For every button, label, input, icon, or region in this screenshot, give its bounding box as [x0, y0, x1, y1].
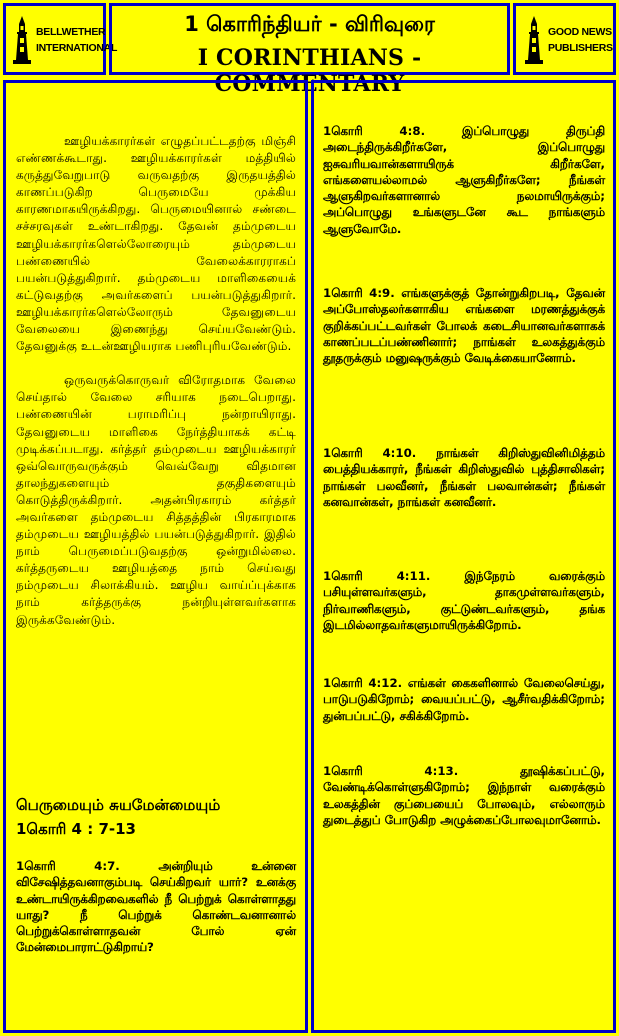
section-reference: 1கொரி 4 : 7-13	[16, 820, 136, 838]
bell-tower-icon	[524, 16, 544, 66]
verse-4-8: 1கொரி 4:8. இப்பொழுது திருப்தி அடைந்திருக்கிறீர்களே, இப்பொழுது ஐசுவரியவான்களாயிருக் கிறீர்களே, எங்களையல்லாமல் ஆளுகிறீர்களே; நீங்கள் ஆளுகிறவர்களானால் நலமாயிருக்கும்; அப்பொழுது உங்களுடனே கூட நாங்களும் ஆளுவோமே.	[323, 124, 605, 236]
bell-tower-icon	[12, 16, 32, 66]
verse-4-13: 1கொரி 4:13. தூஷிக்கப்பட்டு, வேண்டிக்கொள்ளுகிறோம்; இந்நாள் வரைக்கும் உலகத்தின் குப்பையைப் போலவும், எல்லாரும் துடைத்துப் போடுகிற அழுக்கைப்போலவுமானோம்.	[323, 764, 605, 827]
verse-4-9: 1கொரி 4:9. எங்களுக்குத் தோன்றுகிறபடி, தேவன் அப்போஸ்தலர்களாகிய எங்களை மரணத்துக்குக் குறிக்கப்பட்டவர்கள் போலக் கடைசியானவர்களாகக் காணப்படப்பண்ணினார்; நாங்கள் உலகத்துக்கும் தூதருக்கும் மனுஷருக்கும் வேடிக்கையானோம்.	[323, 286, 605, 366]
left-column	[3, 80, 308, 1033]
logo-left-line1: BELLWETHER	[36, 26, 106, 38]
commentary-paragraph-2: ஒருவருக்கொருவர் விரோதமாக வேலை செய்தால் வேலை சரியாக நடைபெறாது. பண்ணையின் பராமரிப்பு நன்றாயிராது. தேவனுடைய மாளிகை நேர்த்தியாகக் கட்டி முடிக்கப்படாது. கர்த்தர் தம்முடைய ஊழியக்காரர் ஒவ்வொருவருக்கும் வெவ்வேறு விதமான தாலந்துகளையும் தகுதிகளையும் கொடுத்திருக்கிறார். அதன்பிரகாரம் கர்த்தர் அவர்களை தம்முடைய சித்தத்தின் பிரகாரமாக தம்முடைய ஊழியத்தில் பயன்படுத்துகிறார். இதில் நாம் பெருமைப்படுவதற்கு ஒன்றுமில்லை. கர்த்தருடைய ஊழியத்தை நாம் செய்வது நம்முடைய சிலாக்கியம். ஊழிய வாய்ப்புக்காக நாம் கர்த்தருக்கு நன்றியுள்ளவர்களாக இருக்கவேண்டும்.	[16, 373, 296, 627]
logo-right-line1: GOOD NEWS	[548, 26, 612, 38]
commentary-paragraph-1: ஊழியக்காரர்கள் எழுதப்பட்டதற்கு மிஞ்சி எண்ணக்கூடாது. ஊழியக்காரர்கள் மத்தியில் கருத்துவேறுபாடு வருவதற்கு இருதயத்தில் காணப்படுகிற பெருமையே முக்கிய காரணமாகயிருக்கிறது. பெருமையினால் சண்டை சச்சரவுகள் உண்டாகிறது. தேவன் தம்முடைய ஊழியக்காரர்களெல்லோரையும் தம்முடைய பண்ணையில் வேலைக்காரராகப் பயன்படுத்துகிறார். தம்முடைய மாளிகையைக் கட்டுவதற்கு அவர்களைப் பயன்படுத்துகிறார். ஊழியக்காரர்களெல்லோரும் தேவனுடைய வேலையை இணைந்து செய்யவேண்டும். தேவனுக்கு உடன்ஊழியராக பணிபுரியவேண்டும்.	[16, 134, 296, 354]
verse-4-12: 1கொரி 4:12. எங்கள் கைகளினால் வேலைசெய்து, பாடுபடுகிறோம்; வையப்பட்டு, ஆசீர்வதிக்கிறோம்; துன்பப்பட்டு, சகிக்கிறோம்.	[323, 676, 605, 723]
title-english: I CORINTHIANS - COMMENTARY	[197, 45, 422, 97]
logo-right-line2: PUBLISHERS	[548, 42, 613, 54]
verse-4-11: 1கொரி 4:11. இந்நேரம் வரைக்கும் பசியுள்ளவர்களும், தாகமுள்ளவர்களும், நிர்வாணிகளும், குட்டுண்டவர்களும், தங்க இடமில்லாதவர்களுமாயிருக்கிறோம்.	[323, 569, 605, 632]
good-news-logo	[513, 3, 616, 75]
verse-4-7: 1கொரி 4:7. அன்றியும் உன்னை விசேஷித்தவனாகும்படி செய்கிறவர் யார்? உனக்கு உண்டாயிருக்கிறவைகளில் நீ பெற்றுக் கொள்ளாதது யாது? நீ பெற்றுக் கொண்டவனானால் பெற்றுக்கொள்ளாதவன் போல் ஏன் மேன்மைபாராட்டுகிறாய்?	[16, 859, 296, 955]
title-tamil: 1 கொரிந்தியர் - விரிவுரை	[184, 12, 435, 36]
section-heading: பெருமையும் சுயமேன்மையும்	[16, 796, 221, 814]
logo-left-line2: INTERNATIONAL	[36, 42, 118, 54]
right-column	[311, 80, 616, 1033]
page-header	[0, 0, 619, 97]
bellwether-logo	[3, 3, 118, 75]
title-banner	[109, 3, 510, 97]
verse-4-10: 1கொரி 4:10. நாங்கள் கிறிஸ்துவினிமித்தம் பைத்தியக்காரர், நீங்கள் கிறிஸ்துவில் புத்திசாலிகள்; நாங்கள் பலவீனர், நீங்கள் பலவான்கள்; நீங்கள் கனவான்கள், நாங்கள் கனவீனர்.	[323, 446, 605, 509]
